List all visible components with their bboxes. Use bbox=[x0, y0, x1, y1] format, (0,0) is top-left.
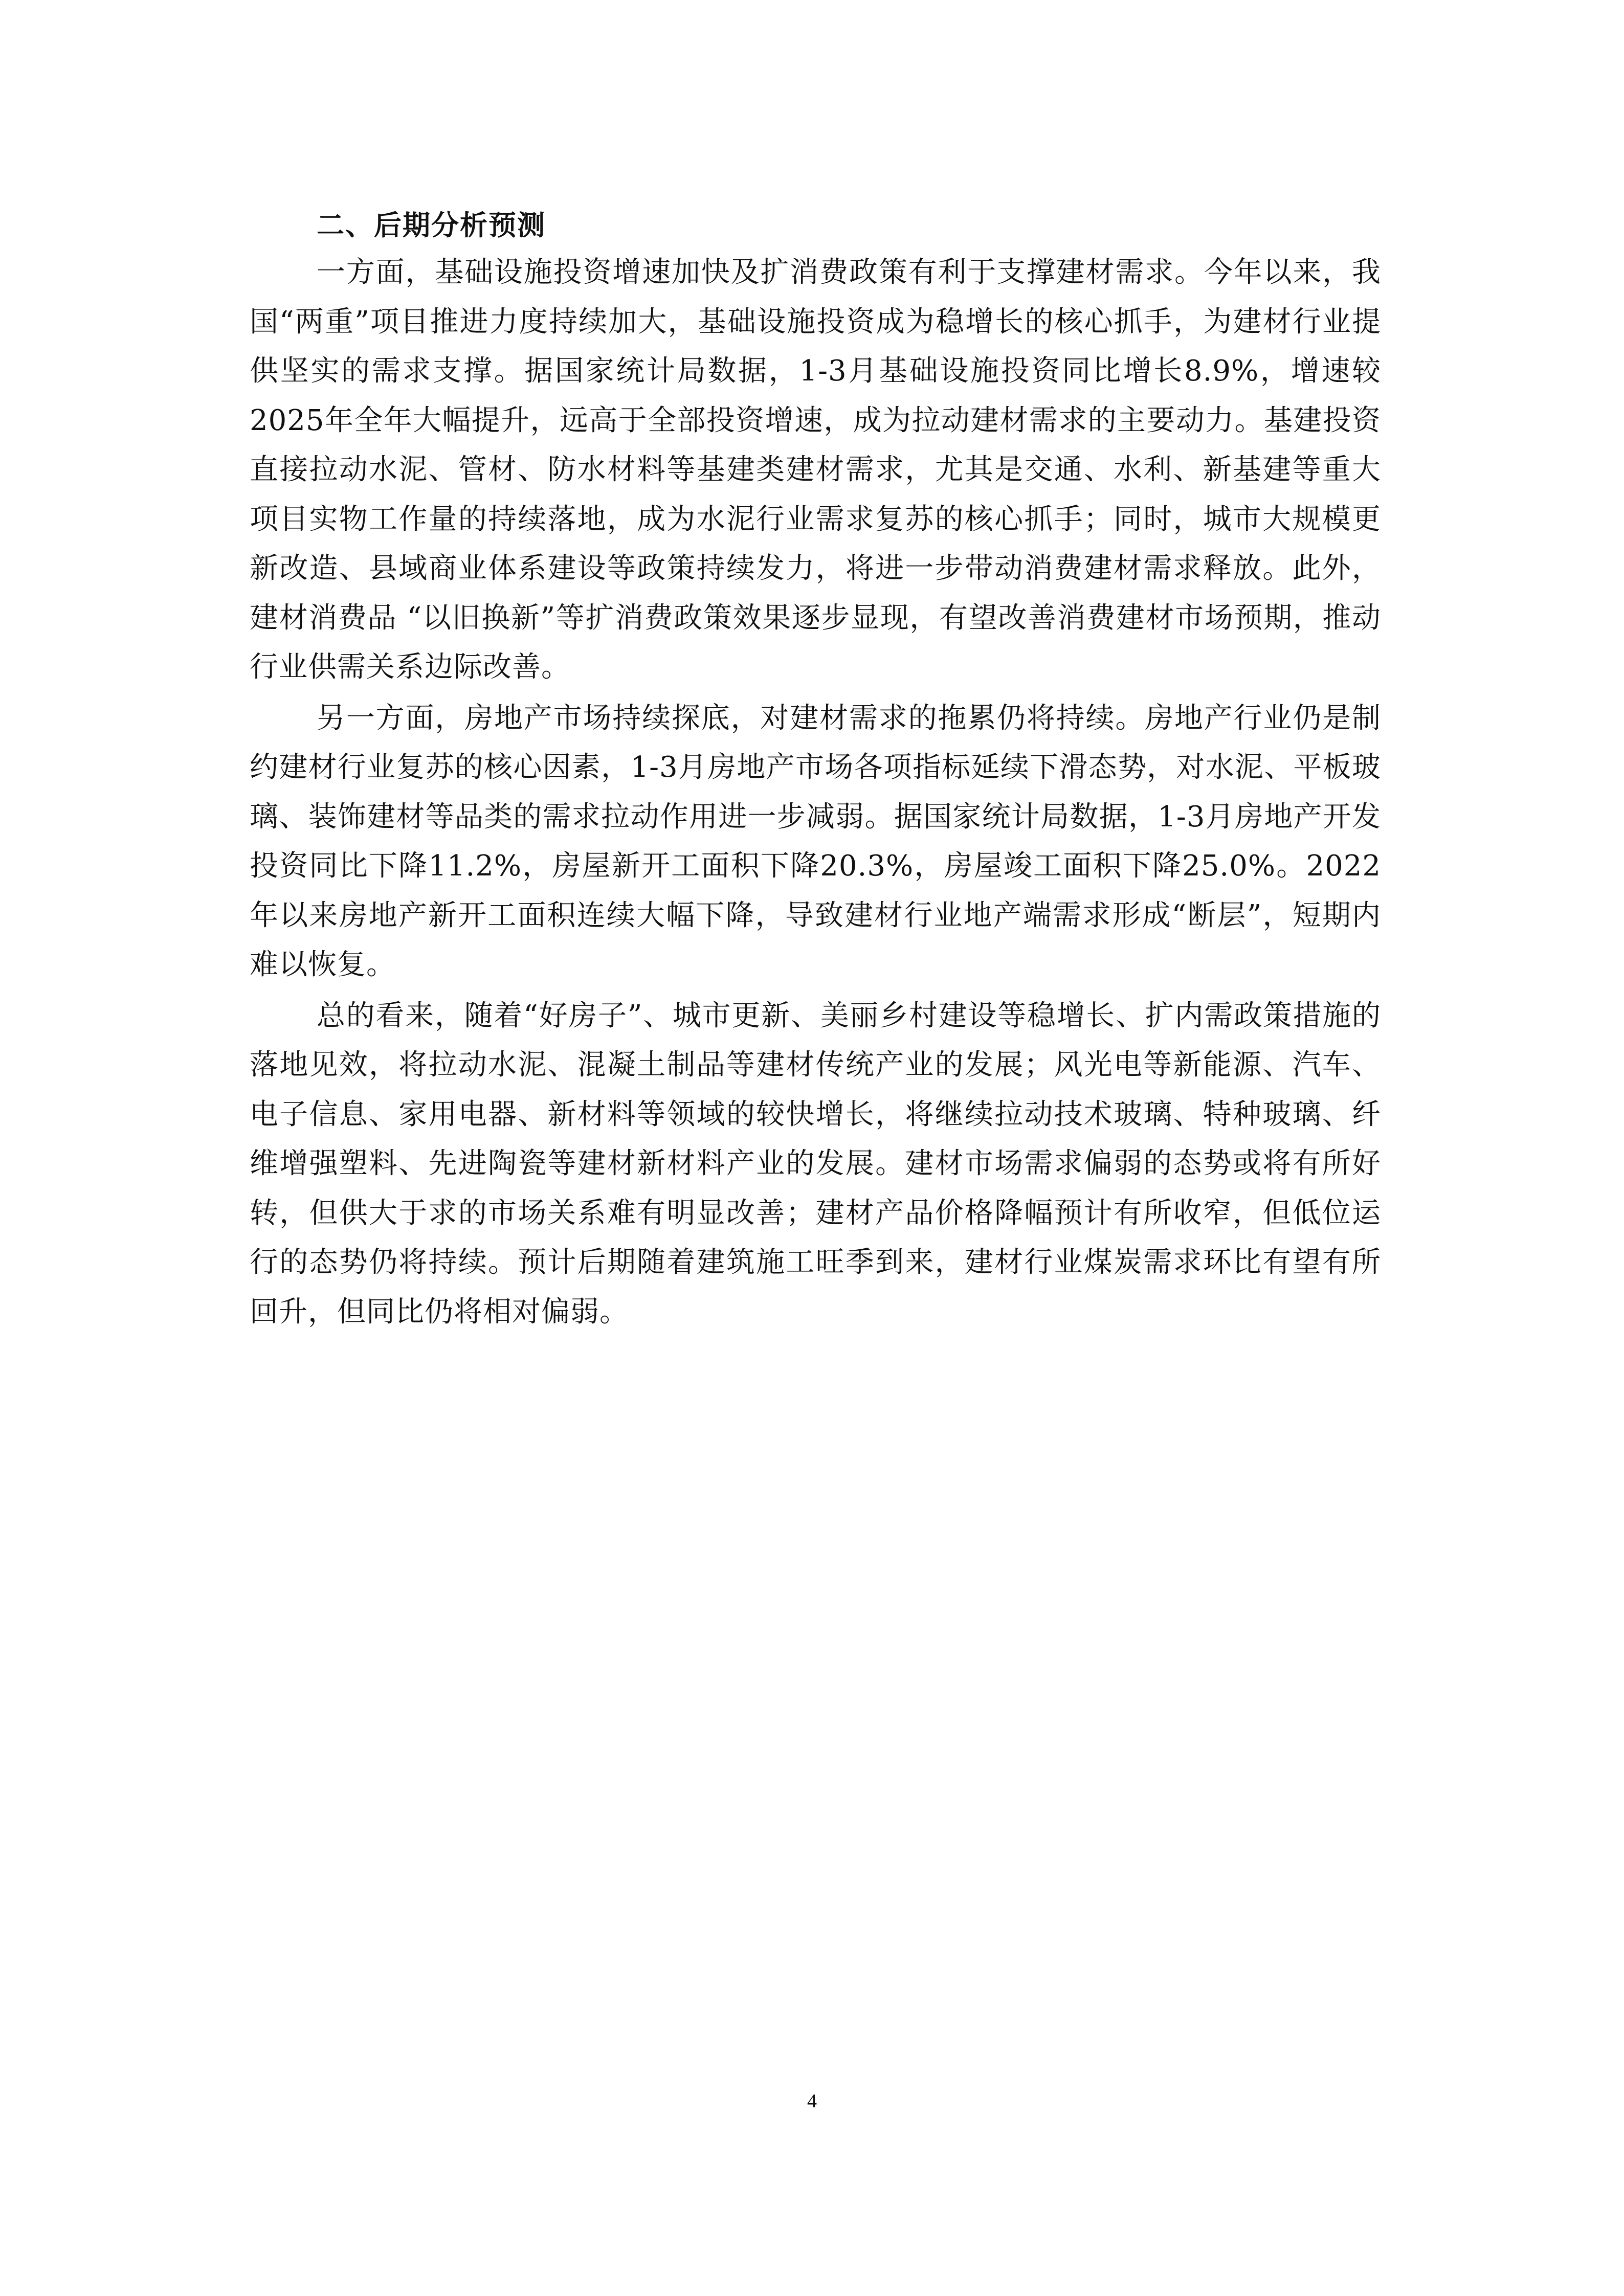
page-number: 4 bbox=[807, 2090, 817, 2112]
paragraph-infrastructure: 一方面，基础设施投资增速加快及扩消费政策有利于支撑建材需求。今年以来，我国“两重”项目推进力度持续加大，基础设施投资成为稳增长的核心抓手，为建材行业提供坚实的需求支撑。据国家统计局数据，1-3月基础设施投资同比增长8.9%，增速较2025年全年大幅提升，远高于全部投资增速，成为拉动建材需求的主要动力。基建投资直接拉动水泥、管材、防水材料等基建类建材需求，尤其是交通、水利、新基建等重大项目实物工作量的持续落地，成为水泥行业需求复苏的核心抓手；同时，城市大规模更新改造、县域商业体系建设等政策持续发力，将进一步带动消费建材需求释放。此外，建材消费品 “以旧换新”等扩消费政策效果逐步显现，有望改善消费建材市场预期，推动行业供需关系边际改善。 bbox=[250, 256, 1381, 684]
paragraph-summary: 总的看来，随着“好房子”、城市更新、美丽乡村建设等稳增长、扩内需政策措施的落地见效，将拉动水泥、混凝土制品等建材传统产业的发展；风光电等新能源、汽车、电子信息、家用电器、新材料等领域的较快增长，将继续拉动技术玻璃、特种玻璃、纤维增强塑料、先进陶瓷等建材新材料产业的发展。建材市场需求偏弱的态势或将有所好转，但供大于求的市场关系难有明显改善；建材产品价格降幅预计有所收窄，但低位运行的态势仍将持续。预计后期随着建筑施工旺季到来，建材行业煤炭需求环比有望有所回升，但同比仍将相对偏弱。 bbox=[250, 999, 1381, 1329]
section-heading: 二、后期分析预测 bbox=[317, 209, 546, 241]
page-body bbox=[250, 205, 1381, 1337]
paragraph-real-estate: 另一方面，房地产市场持续探底，对建材需求的拖累仍将持续。房地产行业仍是制约建材行业复苏的核心因素，1-3月房地产市场各项指标延续下滑态势，对水泥、平板玻璃、装饰建材等品类的需求拉动作用进一步减弱。据国家统计局数据，1-3月房地产开发投资同比下降11.2%，房屋新开工面积下降20.3%，房屋竣工面积下降25.0%。2022年以来房地产新开工面积连续大幅下降，导致建材行业地产端需求形成“断层”，短期内难以恢复。 bbox=[250, 701, 1381, 981]
